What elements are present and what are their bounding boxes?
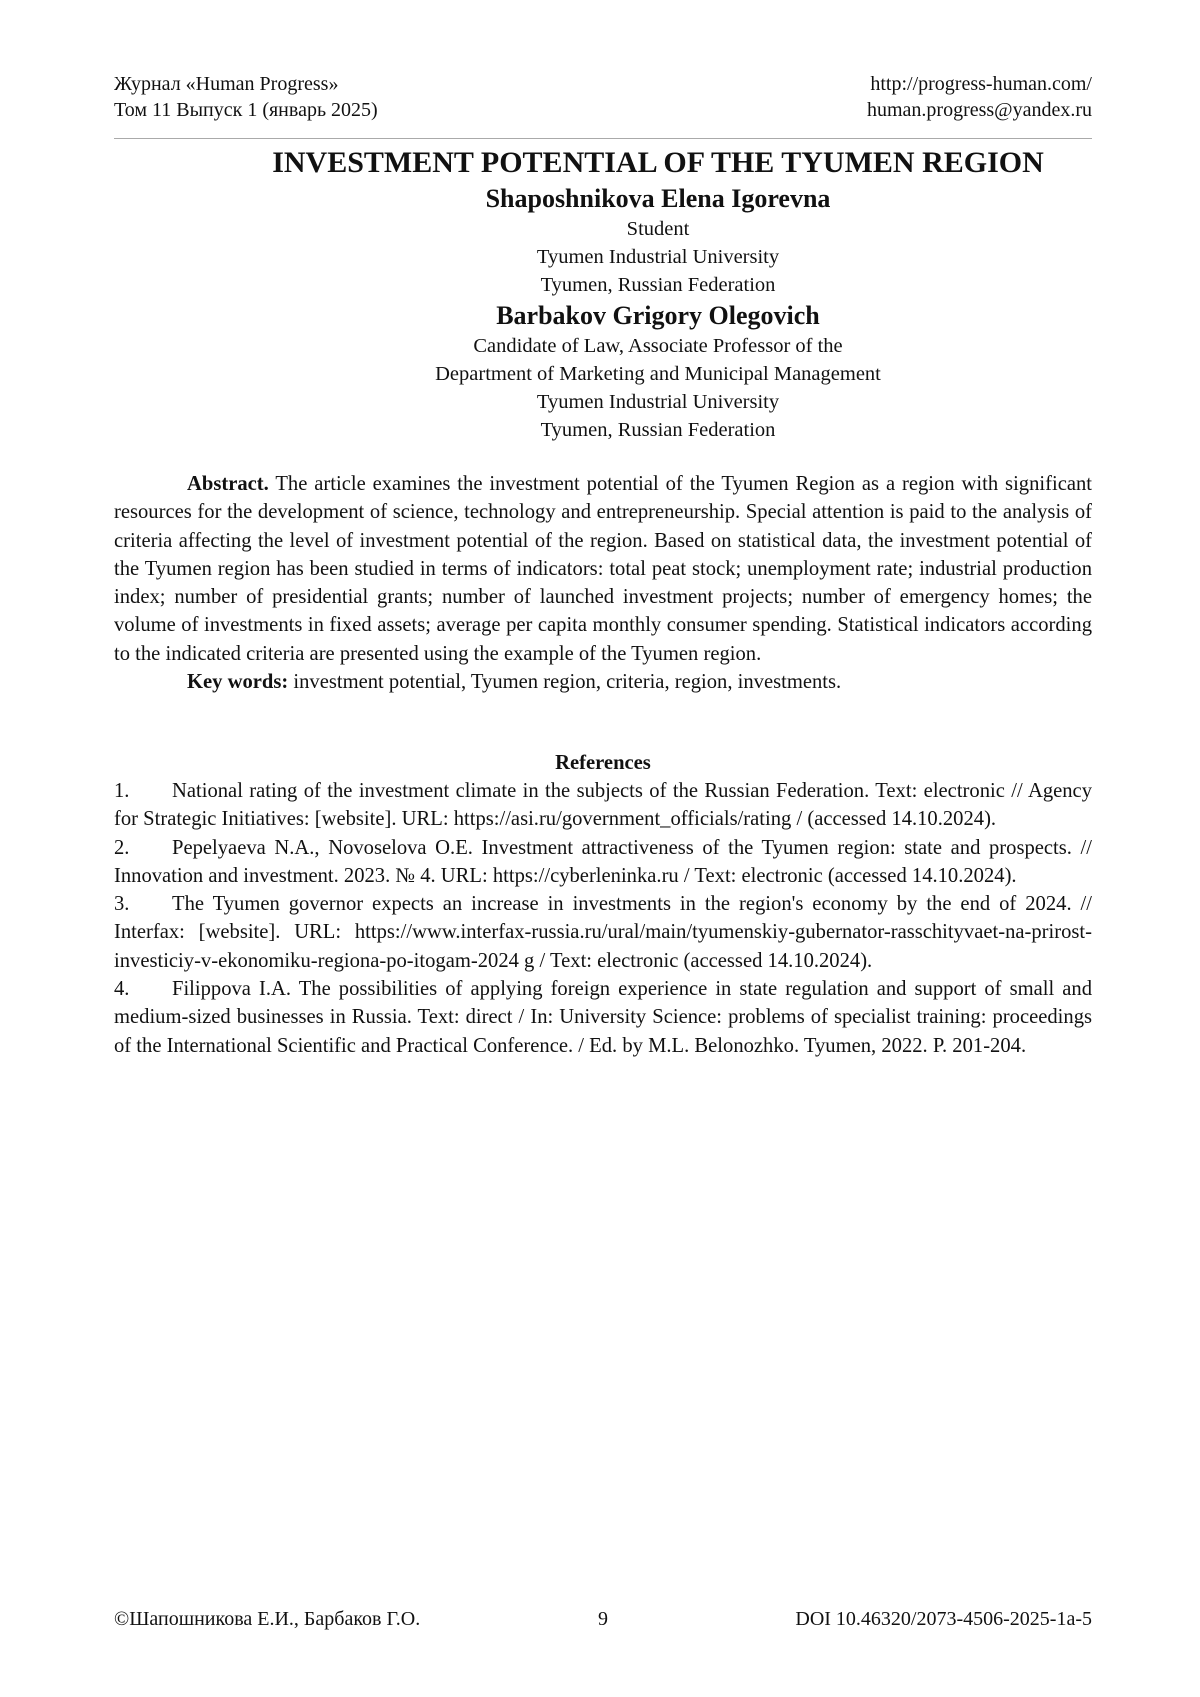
keywords-text: investment potential, Tyumen region, criteria, region, investments. (288, 671, 842, 694)
reference-number: 3. (114, 893, 130, 916)
reference-text: National rating of the investment climate in the subjects of the Russian Federation. Text: electronic // Agency for Strategic Initiatives: [website]. URL: https://asi.ru/government_officials/rating / (accessed 14.10.2024). (114, 780, 1092, 831)
reference-item (114, 890, 1092, 975)
journal-page (114, 0, 1092, 1697)
title-block (224, 144, 1092, 444)
author-university: Tyumen Industrial University (536, 391, 780, 413)
abstract-text: The article examines the investment potential of the Tyumen Region as a region with significant resources for the development of science, technology and entrepreneurship. Special attention is paid to the analysis of criteria affecting the level of investment potential of the region. Based on statistical data, the investment potential of the Tyumen region has been studied in terms of indicators: total peat stock; unemployment rate; industrial production index; number of presidential grants; number of launched investment projects; number of emergency homes; the volume of investments in fixed assets; average per capita monthly consumer spending. Statistical indicators according to the indicated criteria are presented using the example of the Tyumen region. (114, 473, 1092, 665)
running-header-line-2 (114, 97, 1092, 123)
header-divider (114, 138, 1092, 139)
author-position: Student (626, 218, 690, 240)
footer-doi: DOI 10.46320/2073-4506-2025-1a-5 (795, 1608, 1092, 1630)
author-position: Candidate of Law, Associate Professor of the (473, 335, 843, 357)
author-name: Shaposhnikova Elena Igorevna (485, 184, 831, 213)
journal-email[interactable]: human.progress@yandex.ru (866, 99, 1092, 121)
author-university: Tyumen Industrial University (536, 246, 780, 268)
article-title: INVESTMENT POTENTIAL OF THE TYUMEN REGION (272, 146, 1044, 179)
keywords-paragraph (114, 668, 1092, 696)
abstract-section (114, 470, 1092, 696)
reference-number: 2. (114, 836, 130, 859)
author-location: Tyumen, Russian Federation (540, 419, 776, 441)
reference-item (114, 834, 1092, 891)
footer-copyright: ©Шапошникова Е.И., Барбаков Г.О. (114, 1608, 421, 1630)
journal-name: Журнал «Human Progress» (114, 73, 339, 95)
author-name: Barbakov Grigory Olegovich (496, 301, 820, 330)
abstract-paragraph (114, 470, 1092, 668)
running-header-line-1 (114, 71, 1092, 97)
references-list (114, 777, 1092, 1060)
reference-text: The Tyumen governor expects an increase in investments in the region's economy by the end of 2024. // Interfax: [website]. URL: https://www.interfax-russia.ru/ural/main/tyumenskiy-gubernator-rasschityvaet-na-prirost-investiciy-v-ekonomiku-regiona-po-itogam-2024 g / Text: electronic (accessed 14.10.2024). (114, 893, 1092, 972)
reference-text: Pepelyaeva N.A., Novoselova O.E. Investment attractiveness of the Tyumen region: state and prospects. // Innovation and investment. 2023. № 4. URL: https://cyberleninka.ru / Text: electronic (accessed 14.10.2024). (114, 836, 1092, 887)
journal-url[interactable]: http://progress-human.com/ (870, 73, 1092, 95)
reference-item (114, 777, 1092, 834)
abstract-label: Abstract. (187, 473, 269, 495)
author-department: Department of Marketing and Municipal Management (435, 363, 881, 385)
references-heading: References (555, 752, 651, 774)
keywords-label: Key words: (187, 671, 289, 694)
author-location: Tyumen, Russian Federation (540, 274, 776, 296)
page-number: 9 (598, 1608, 608, 1630)
reference-number: 1. (114, 780, 130, 802)
issue-info: Том 11 Выпуск 1 (январь 2025) (114, 99, 378, 121)
reference-number: 4. (114, 978, 130, 1001)
reference-text: Filippova I.A. The possibilities of applying foreign experience in state regulation and support of small and medium-sized businesses in Russia. Text: direct / In: University Science: problems of specialist training: proceedings of the International Scientific and Practical Conference. / Ed. by M.L. Belonozhko. Tyumen, 2022. P. 201-204. (114, 978, 1092, 1057)
reference-item (114, 975, 1092, 1060)
